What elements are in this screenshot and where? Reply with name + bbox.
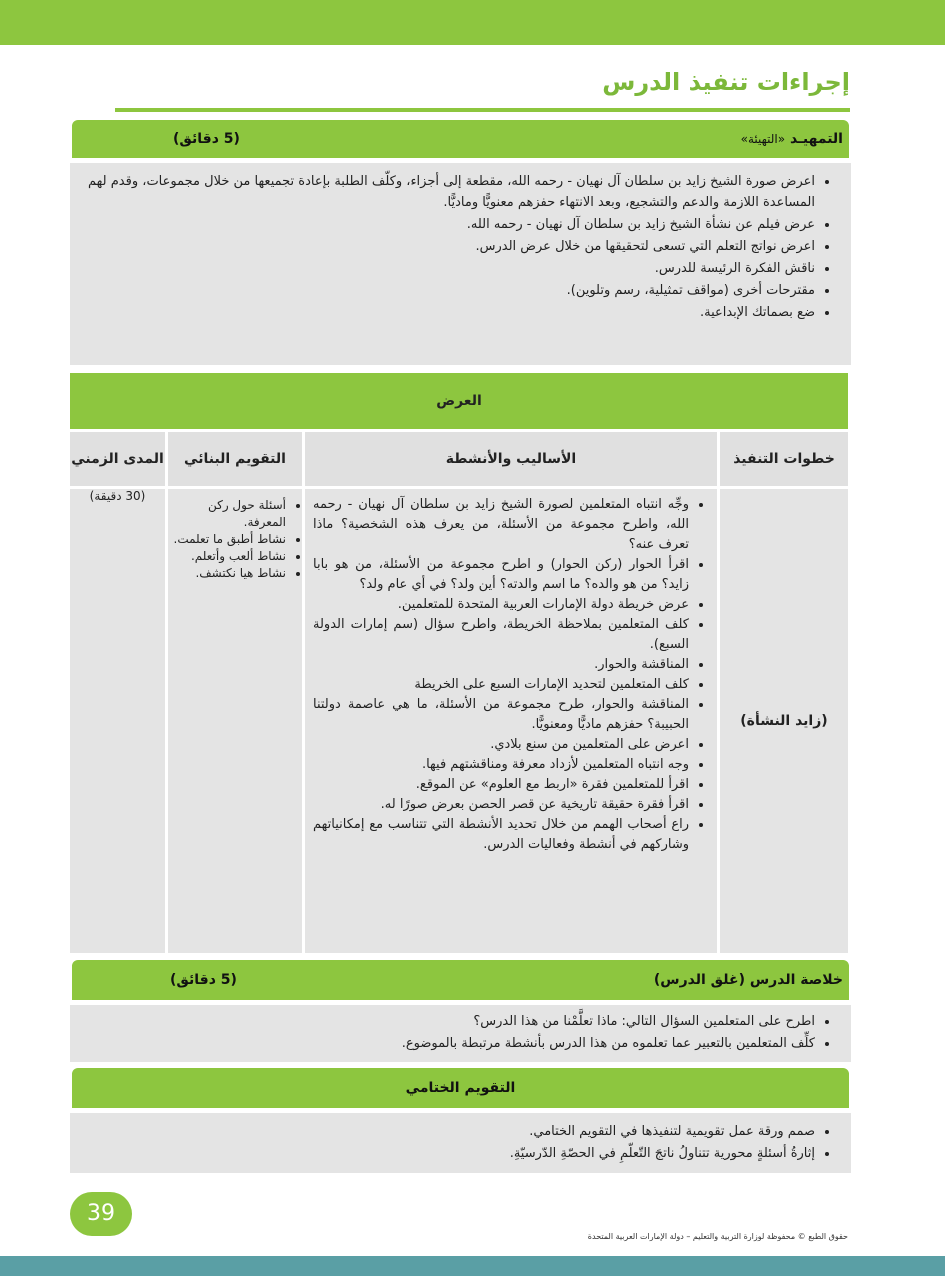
final-list xyxy=(80,1121,841,1165)
list-item: • نشاط ألعب وأتعلم. xyxy=(172,548,286,565)
top-green-band xyxy=(0,0,945,45)
list-item: • راع أصحاب الهمم من خلال تحديد الأنشطة التي تتناسب مع إمكانياتهم وشاركهم في أنشطة وفعاليات الدرس. xyxy=(313,815,689,855)
activities-list xyxy=(313,495,711,855)
page-number: 39 xyxy=(70,1192,132,1236)
list-item: • اقرأ فقرة حقيقة تاريخية عن قصر الحصن بعرض صورًا له. xyxy=(313,795,689,815)
summary-duration: (5 دقائق) xyxy=(170,972,237,988)
activities-cell xyxy=(305,489,717,953)
time-value: (30 دقيقة) xyxy=(89,489,146,503)
intro-header xyxy=(70,118,851,160)
list-item: • اقرأ للمتعلمين فقرة «اربط مع العلوم» عن الموقع. xyxy=(313,775,689,795)
final-heading: التقويم الختامي xyxy=(405,1080,516,1096)
list-item: • اعرض صورة الشيخ زايد بن سلطان آل نهيان - رحمه الله، مقطعة إلى أجزاء، وكلّف الطلبة بإعادة تجميعها من خلال مجموعات، وقدم لهم المساعدة اللازمة والدعم والتشجيع، وبعد الانتهاء حفزهم معنويًّا وماديًّا. xyxy=(80,171,815,213)
final-header xyxy=(70,1066,851,1110)
intro-heading: التمهيـد xyxy=(790,131,843,147)
list-item: • المناقشة والحوار، طرح مجموعة من الأسئلة، ما هي عاصمة دولتنا الحبيبة؟ حفزهم ماديًّا ومعنويًّا. xyxy=(313,695,689,735)
list-item: • نشاط أطبق ما تعلمت. xyxy=(172,531,286,548)
col-header-evaluation: التقويم البنائي xyxy=(168,432,302,486)
list-item: • إثارةُ أسئلةٍ محورية تتناولُ ناتجَ التّعلّمِ في الحصّةِ الدّرسيّةِ. xyxy=(80,1143,815,1165)
col-header-activities: الأساليب والأنشطة xyxy=(305,432,717,486)
summary-header xyxy=(70,958,851,1002)
intro-duration: (5 دقائق) xyxy=(173,131,240,147)
lesson-content xyxy=(70,118,851,1173)
list-item: • صمم ورقة عمل تقويمية لتنفيذها في التقويم الختامي. xyxy=(80,1121,815,1143)
list-item: • عرض فيلم عن نشأة الشيخ زايد بن سلطان آل نهيان - رحمه الله. xyxy=(80,214,815,235)
list-item: • ضع بصماتك الإبداعية. xyxy=(80,302,815,323)
list-item: • كلف المتعلمين بملاحظة الخريطة، واطرح سؤال (سم إمارات الدولة السبع). xyxy=(313,615,689,655)
list-item: • مقترحات أخرى (مواقف تمثيلية، رسم وتلوين). xyxy=(80,280,815,301)
col-header-time: المدى الزمني xyxy=(70,432,165,486)
evaluation-list xyxy=(168,489,302,582)
list-item: • وجِّه انتباه المتعلمين لصورة الشيخ زايد بن سلطان آل نهيان - رحمه الله، واطرح مجموعة من الأسئلة، من يعرف هذه الشخصية؟ ماذا تعرف عنه؟ xyxy=(313,495,689,555)
list-item: • اعرض على المتعلمين من سنع بلادي. xyxy=(313,735,689,755)
list-item: • كلِّف المتعلمين بالتعبير عما تعلموه من هذا الدرس بأنشطة مرتبطة بالموضوع. xyxy=(80,1033,815,1055)
intro-heading-group xyxy=(741,131,843,147)
presentation-table xyxy=(67,370,851,956)
list-item: • اطرح على المتعلمين السؤال التالي: ماذا تعلَّمْنا من هذا الدرس؟ xyxy=(80,1011,815,1033)
list-item: • نشاط هيا نكتشف. xyxy=(172,565,286,582)
title-underline xyxy=(115,108,850,112)
col-header-steps: خطوات التنفيذ xyxy=(720,432,848,486)
list-item: • عرض خريطة دولة الإمارات العربية المتحدة للمتعلمين. xyxy=(313,595,689,615)
list-item: • وجه انتباه المتعلمين لأزداد معرفة ومناقشتهم فيها. xyxy=(313,755,689,775)
final-panel xyxy=(70,1113,851,1173)
list-item: • اعرض نواتج التعلم التي تسعى لتحقيقها من خلال عرض الدرس. xyxy=(80,236,815,257)
list-item: • اقرأ الحوار (ركن الحوار) و اطرح مجموعة من الأسئلة، من هو بابا زايد؟ من هو والده؟ ما اسم والدته؟ أين ولد؟ في أي عام ولد؟ xyxy=(313,555,689,595)
list-item: • المناقشة والحوار. xyxy=(313,655,689,675)
step-title: (زايد النشأة) xyxy=(740,713,828,729)
intro-subheading: «التهيئة» xyxy=(740,132,786,146)
list-item: • أسئلة حول ركن المعرفة. xyxy=(172,497,286,531)
list-item: • كلف المتعلمين لتحديد الإمارات السبع على الخريطة xyxy=(313,675,689,695)
intro-panel xyxy=(70,163,851,365)
summary-list xyxy=(80,1011,841,1055)
presentation-heading: العرض xyxy=(70,373,848,429)
copyright-footer: حقوق الطبع © محفوظة لوزارة التربية والتعليم – دولة الإمارات العربية المتحدة xyxy=(587,1232,848,1241)
step-cell xyxy=(720,489,848,953)
intro-list xyxy=(80,171,841,323)
summary-panel xyxy=(70,1005,851,1062)
evaluation-cell xyxy=(168,489,302,953)
page-title: إجراءات تنفيذ الدرس xyxy=(602,68,850,96)
list-item: • ناقش الفكرة الرئيسة للدرس. xyxy=(80,258,815,279)
bottom-band xyxy=(0,1256,945,1276)
activities-wrapper xyxy=(305,489,717,953)
time-cell xyxy=(70,489,165,953)
summary-heading: خلاصة الدرس (غلق الدرس) xyxy=(653,972,843,988)
